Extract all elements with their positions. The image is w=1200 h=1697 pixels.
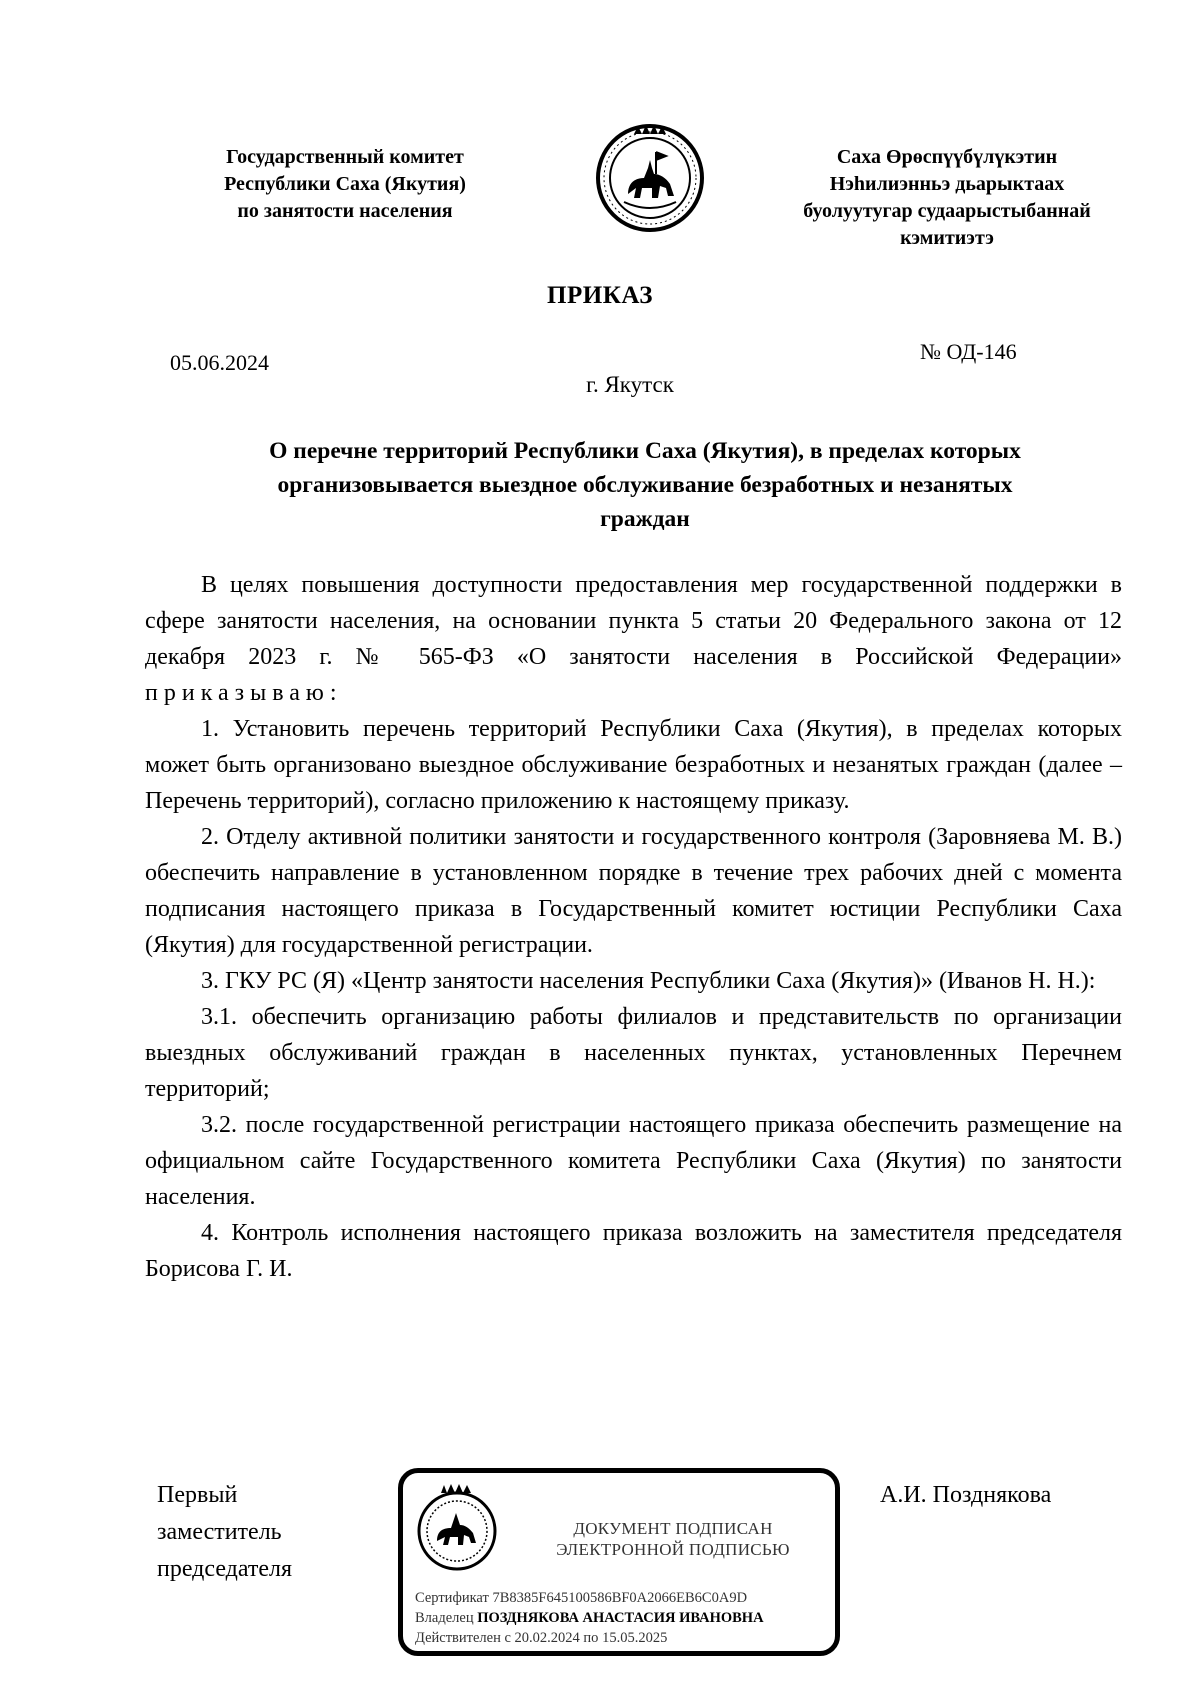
certificate-label: Сертификат bbox=[415, 1590, 489, 1606]
owner-row bbox=[415, 1608, 764, 1628]
stamp-heading-line: ДОКУМЕНТ ПОДПИСАН bbox=[573, 1519, 773, 1538]
title-line: граждан bbox=[600, 506, 690, 532]
paragraph-3-1: 3.1. обеспечить организацию работы филиалов и представительств по организации выездных обслуживаний граждан в населенных пунктах, установленных Перечнем территорий; bbox=[145, 1004, 1122, 1102]
paragraph-3: 3. ГКУ РС (Я) «Центр занятости населения Республики Саха (Якутия)» (Иванов Н. Н.): bbox=[201, 968, 1096, 994]
issuer-line: кэмитиэтэ bbox=[900, 227, 994, 249]
owner-value: ПОЗДНЯКОВА АНАСТАСИЯ ИВАНОВНА bbox=[477, 1610, 764, 1626]
document-city: г. Якутск bbox=[586, 372, 674, 397]
electronic-signature-stamp bbox=[398, 1468, 840, 1656]
issuer-name-yakut bbox=[752, 144, 1142, 252]
issuer-name-russian bbox=[160, 144, 530, 225]
validity-row bbox=[415, 1628, 764, 1648]
signer-position bbox=[157, 1477, 292, 1588]
valid-to-label: по bbox=[583, 1630, 599, 1646]
certificate-value: 7B8385F645100586BF0A2066EB6C0A9D bbox=[492, 1590, 748, 1606]
issuer-line: Саха Өрөспүүбүлүкэтин bbox=[836, 146, 1058, 168]
owner-label: Владелец bbox=[415, 1610, 474, 1626]
stamp-heading bbox=[513, 1518, 833, 1560]
valid-from: 20.02.2024 bbox=[514, 1630, 580, 1646]
title-line: организовывается выездное обслуживание безработных и незанятых bbox=[277, 472, 1013, 498]
valid-label: Действителен с bbox=[415, 1630, 511, 1646]
republic-emblem-icon bbox=[594, 122, 706, 234]
document-type: ПРИКАЗ bbox=[547, 282, 653, 309]
order-word: приказываю: bbox=[145, 680, 343, 706]
intro-paragraph bbox=[145, 567, 1122, 711]
position-line: заместитель bbox=[157, 1519, 282, 1545]
issuer-line: Республики Саха (Якутия) bbox=[224, 173, 466, 195]
certificate-row bbox=[415, 1588, 764, 1608]
paragraph-1: 1. Установить перечень территорий Республики Саха (Якутия), в пределах которых может быть организовано выездное обслуживание безработных и незанятых граждан (далее – Перечень территорий), согласно приложению к настоящему приказу. bbox=[145, 716, 1122, 814]
paragraph-4: 4. Контроль исполнения настоящего приказа возложить на заместителя председателя Борисова Г. И. bbox=[145, 1220, 1122, 1282]
issuer-line: Государственный комитет bbox=[226, 146, 464, 168]
position-line: председателя bbox=[157, 1556, 293, 1582]
document-number: № ОД-146 bbox=[920, 339, 1017, 364]
signer-name: А.И. Позднякова bbox=[880, 1482, 1052, 1508]
stamp-certificate-info bbox=[415, 1588, 764, 1648]
issuer-line: по занятости населения bbox=[237, 200, 453, 222]
paragraph-2: 2. Отделу активной политики занятости и государственного контроля (Заровняева М. В.) обеспечить направление в установленном порядке в течение трех рабочих дней с момента подписания настоящего приказа в Государственный комитет юстиции Республики Саха (Якутия) для государственной регистрации. bbox=[145, 824, 1122, 958]
intro-text: В целях повышения доступности предоставления мер государственной поддержки в сфере занятости населения, на основании пункта 5 статьи 20 Федерального закона от 12 декабря 2023 г. № 565-ФЗ «О занятости населения в Российской Федерации» bbox=[145, 572, 1122, 670]
document-date: 05.06.2024 bbox=[170, 350, 269, 375]
paragraph-3-2: 3.2. после государственной регистрации настоящего приказа обеспечить размещение на официальном сайте Государственного комитета Республики Саха (Якутия) по занятости населения. bbox=[145, 1112, 1122, 1210]
title-line: О перечне территорий Республики Саха (Якутия), в пределах которых bbox=[269, 438, 1021, 464]
document-body bbox=[145, 567, 1122, 1287]
issuer-line: Нэһилиэнньэ дьарыктаах bbox=[829, 173, 1065, 195]
position-line: Первый bbox=[157, 1482, 238, 1508]
valid-to: 15.05.2025 bbox=[602, 1630, 668, 1646]
issuer-line: буолуутугар судаарыстыбаннай bbox=[803, 200, 1091, 222]
stamp-heading-line: ЭЛЕКТРОННОЙ ПОДПИСЬЮ bbox=[556, 1540, 790, 1559]
stamp-emblem-icon bbox=[411, 1481, 503, 1573]
document-title bbox=[160, 434, 1130, 536]
